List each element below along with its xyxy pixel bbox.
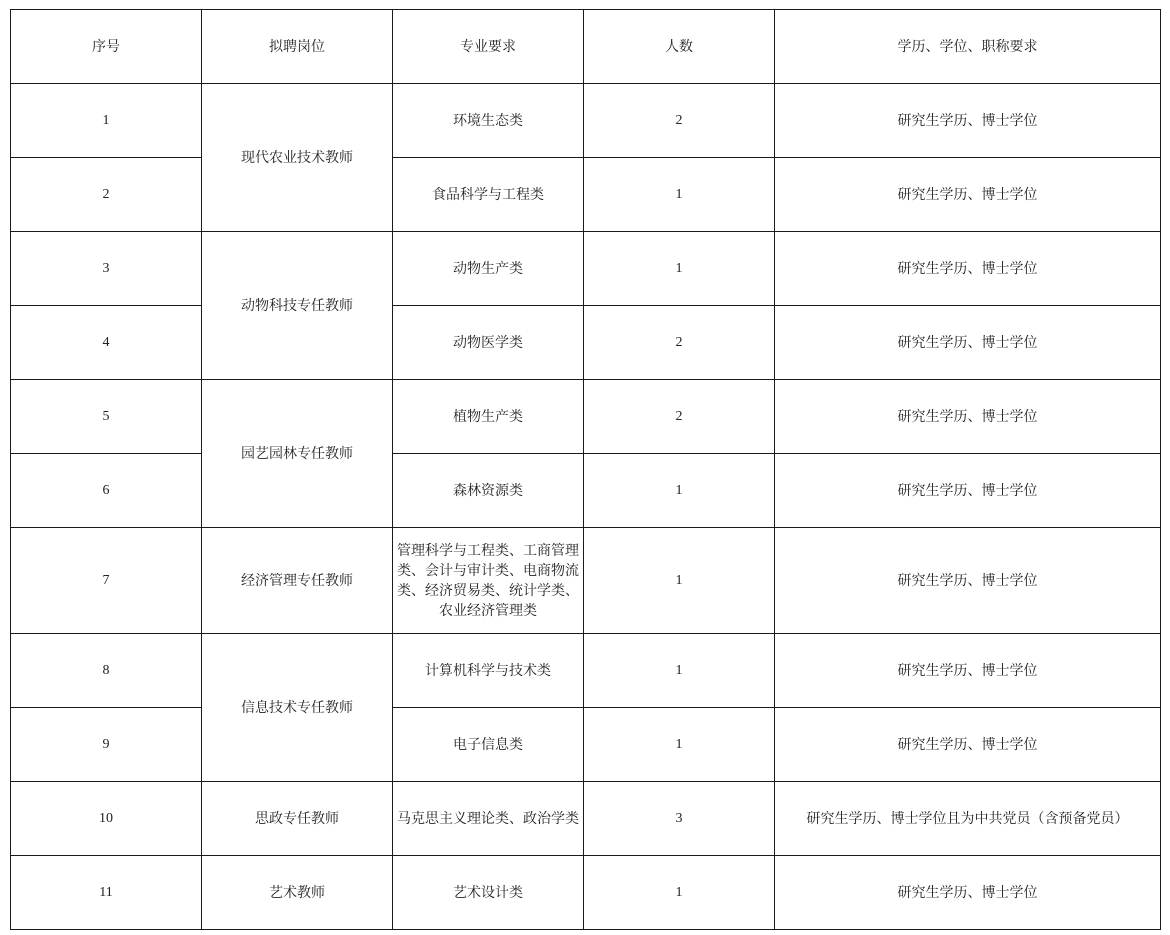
headcount-cell: 3 — [584, 782, 775, 856]
position-cell: 经济管理专任教师 — [202, 528, 393, 634]
major-cell: 食品科学与工程类 — [393, 158, 584, 232]
headcount-cell: 1 — [584, 634, 775, 708]
headcount-cell: 1 — [584, 708, 775, 782]
serial-number-cell: 5 — [11, 380, 202, 454]
requirement-cell: 研究生学历、博士学位 — [775, 634, 1161, 708]
table-header-row — [11, 10, 1161, 84]
position-cell: 思政专任教师 — [202, 782, 393, 856]
headcount-cell: 2 — [584, 84, 775, 158]
headcount-cell: 1 — [584, 232, 775, 306]
requirement-cell: 研究生学历、博士学位 — [775, 708, 1161, 782]
serial-number-cell: 4 — [11, 306, 202, 380]
serial-number-cell: 3 — [11, 232, 202, 306]
headcount-cell: 2 — [584, 306, 775, 380]
header-serial-number: 序号 — [11, 10, 202, 84]
position-cell: 现代农业技术教师 — [202, 84, 393, 232]
serial-number-cell: 7 — [11, 528, 202, 634]
serial-number-cell: 8 — [11, 634, 202, 708]
requirement-cell: 研究生学历、博士学位 — [775, 158, 1161, 232]
table-row — [11, 306, 1161, 380]
table-row — [11, 232, 1161, 306]
headcount-cell: 2 — [584, 380, 775, 454]
major-cell: 森林资源类 — [393, 454, 584, 528]
table-row — [11, 380, 1161, 454]
table-row — [11, 454, 1161, 528]
headcount-cell: 1 — [584, 856, 775, 930]
table-row — [11, 708, 1161, 782]
serial-number-cell: 9 — [11, 708, 202, 782]
requirement-cell: 研究生学历、博士学位 — [775, 528, 1161, 634]
table-row — [11, 528, 1161, 634]
position-cell: 信息技术专任教师 — [202, 634, 393, 782]
major-cell: 管理科学与工程类、工商管理类、会计与审计类、电商物流类、经济贸易类、统计学类、农业经济管理类 — [393, 528, 584, 634]
table-row — [11, 84, 1161, 158]
table-row — [11, 856, 1161, 930]
table-row — [11, 782, 1161, 856]
headcount-cell: 1 — [584, 158, 775, 232]
header-major-requirement: 专业要求 — [393, 10, 584, 84]
serial-number-cell: 10 — [11, 782, 202, 856]
serial-number-cell: 6 — [11, 454, 202, 528]
major-cell: 植物生产类 — [393, 380, 584, 454]
major-cell: 艺术设计类 — [393, 856, 584, 930]
requirement-cell: 研究生学历、博士学位 — [775, 84, 1161, 158]
requirement-cell: 研究生学历、博士学位且为中共党员（含预备党员） — [775, 782, 1161, 856]
recruitment-table — [10, 9, 1161, 930]
major-cell: 动物生产类 — [393, 232, 584, 306]
major-cell: 计算机科学与技术类 — [393, 634, 584, 708]
header-position: 拟聘岗位 — [202, 10, 393, 84]
major-cell: 动物医学类 — [393, 306, 584, 380]
serial-number-cell: 2 — [11, 158, 202, 232]
position-cell: 艺术教师 — [202, 856, 393, 930]
serial-number-cell: 11 — [11, 856, 202, 930]
header-education-requirement: 学历、学位、职称要求 — [775, 10, 1161, 84]
serial-number-cell: 1 — [11, 84, 202, 158]
major-cell: 电子信息类 — [393, 708, 584, 782]
requirement-cell: 研究生学历、博士学位 — [775, 232, 1161, 306]
header-headcount: 人数 — [584, 10, 775, 84]
table-row — [11, 634, 1161, 708]
major-cell: 马克思主义理论类、政治学类 — [393, 782, 584, 856]
major-cell: 环境生态类 — [393, 84, 584, 158]
table-row — [11, 158, 1161, 232]
requirement-cell: 研究生学历、博士学位 — [775, 454, 1161, 528]
headcount-cell: 1 — [584, 454, 775, 528]
requirement-cell: 研究生学历、博士学位 — [775, 306, 1161, 380]
position-cell: 动物科技专任教师 — [202, 232, 393, 380]
headcount-cell: 1 — [584, 528, 775, 634]
position-cell: 园艺园林专任教师 — [202, 380, 393, 528]
requirement-cell: 研究生学历、博士学位 — [775, 380, 1161, 454]
requirement-cell: 研究生学历、博士学位 — [775, 856, 1161, 930]
